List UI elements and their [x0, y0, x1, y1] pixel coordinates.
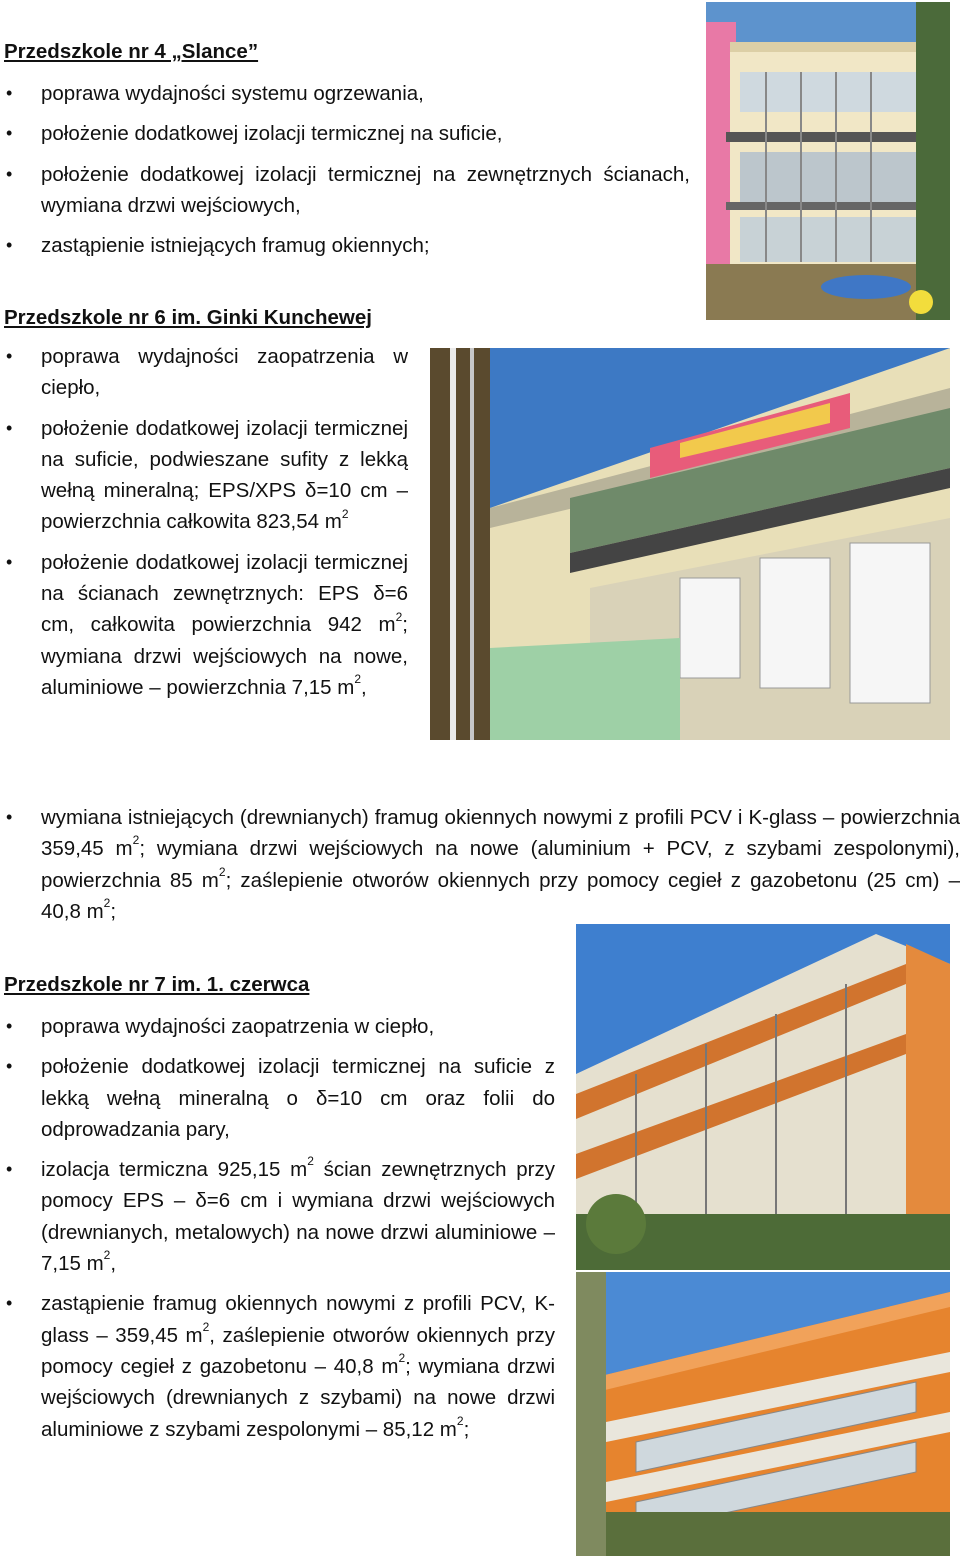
list-item: • położenie dodatkowej izolacji termicznej na zewnętrznych ścianach, wymiana drzwi wejściowych,: [0, 159, 690, 222]
list-item: • zastąpienie framug okiennych nowymi z profili PCV, K-glass – 359,45 $m^2$, zaślepienie otworów okiennych przy pomocy cegieł z gazobetonu – 40,8 $m^2$; wymiana drzwi wejściowych (drewnianych z szybami) na nowe drzwi aluminiowe z szybami zespolonymi – 85,12 $m^2$;: [0, 1288, 555, 1444]
list-kindergarten-7: [0, 1011, 555, 1445]
list-item: • położenie dodatkowej izolacji termicznej na ścianach zewnętrznych: EPS δ=6 cm, całkowita powierzchnia 942 $m^2$; wymiana drzwi wejściowych na nowe, aluminiowe – powierzchnia 7,15 $m^2$,: [0, 547, 408, 703]
list-item: • izolacja termiczna 925,15 $m^2$ ścian zewnętrznych przy pomocy EPS – δ=6 cm i wymiana drzwi wejściowych (drewnianych, metalowych) na nowe drzwi aluminiowe – 7,15 $m^2$,: [0, 1154, 555, 1279]
photo-kindergarten-4-building: [706, 2, 950, 320]
list-item: • zastąpienie istniejących framug okiennych;: [0, 230, 690, 261]
list-item: • poprawa wydajności zaopatrzenia w ciepło,: [0, 341, 408, 404]
list-kindergarten-6-narrow: [0, 341, 408, 703]
list-kindergarten-4: [0, 78, 690, 261]
list-item: • położenie dodatkowej izolacji termicznej na suficie, podwieszane sufity z lekką wełną mineralną; EPS/XPS δ=10 cm – powierzchnia całkowita 823,54 $m^2$: [0, 413, 408, 538]
list-item: • poprawa wydajności zaopatrzenia w ciepło,: [0, 1011, 555, 1042]
photo-kindergarten-6-building: [430, 348, 950, 740]
list-kindergarten-6-wide: [0, 802, 960, 927]
list-item: • położenie dodatkowej izolacji termicznej na suficie z lekką wełną mineralną o δ=10 cm oraz folii do odprowadzania pary,: [0, 1051, 555, 1145]
list-item: • położenie dodatkowej izolacji termicznej na suficie,: [0, 118, 690, 149]
section-heading-kindergarten-7: Przedszkole nr 7 im. 1. czerwca: [4, 973, 310, 996]
photo-kindergarten-7-front: [576, 924, 950, 1270]
section-heading-kindergarten-4: Przedszkole nr 4 „Slance”: [4, 40, 259, 63]
photo-kindergarten-7-side: [576, 1272, 950, 1556]
list-item: • wymiana istniejących (drewnianych) framug okiennych nowymi z profili PCV i K-glass – powierzchnia 359,45 $m^2$; wymiana drzwi wejściowych na nowe (aluminium + PCV, z szybami zespolonymi), powierzchnia 85 $m^2$; zaślepienie otworów okiennych przy pomocy cegieł z gazobetonu (25 cm) – 40,8 $m^2$;: [0, 802, 960, 927]
list-item: • poprawa wydajności systemu ogrzewania,: [0, 78, 690, 109]
section-heading-kindergarten-6: Przedszkole nr 6 im. Ginki Kunchewej: [4, 306, 372, 329]
